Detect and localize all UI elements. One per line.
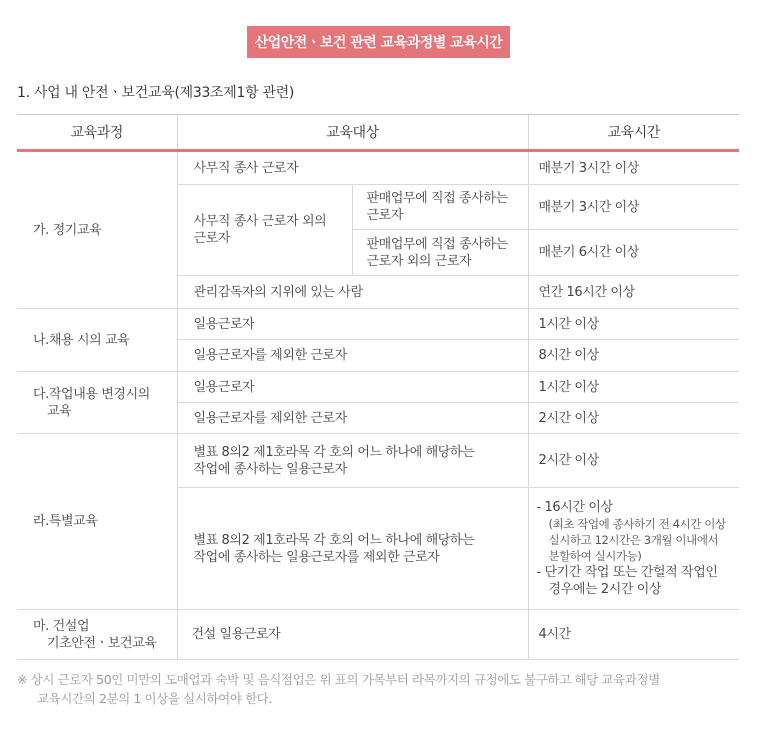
header-time: 교육시간: [528, 115, 739, 151]
table-row: [17, 372, 739, 403]
footnote-line-1: ※ 상시 근로자 50인 미만의 도매업과 숙박 및 음식점업은 위 표의 가목부터 라목까지의 규정에도 불구하고 해당 교육과정별: [17, 672, 660, 687]
time-cell: 2시간 이상: [528, 403, 739, 434]
target-cell: 일용근로자를 제외한 근로자: [177, 340, 528, 372]
time-sub-3: 분할하여 실시가능): [548, 549, 642, 563]
time-cell: 매분기 6시간 이상: [528, 230, 739, 276]
education-hours-table: [17, 114, 739, 660]
time-cell: [528, 488, 739, 610]
time-cell: 매분기 3시간 이상: [528, 151, 739, 185]
time-main: - 16시간 이상: [536, 500, 613, 515]
title-wrap: [0, 26, 757, 58]
header-course: 교육과정: [17, 115, 177, 151]
time-cell: 8시간 이상: [528, 340, 739, 372]
target-line-2: 작업에 종사하는 일용근로자를 제외한 근로자: [193, 549, 440, 565]
target-cell: 사무직 종사 근로자: [177, 151, 528, 185]
page-title: 산업안전ㆍ보건 관련 교육과정별 교육시간: [247, 26, 511, 58]
course-line-2: 교육: [47, 403, 72, 419]
target-cell: 일용근로자를 제외한 근로자: [177, 403, 528, 434]
target-line-1: 별표 8의2 제1호라목 각 호의 어느 하나에 해당하는: [193, 532, 475, 548]
sub-target-cell: 판매업무에 직접 종사하는 근로자 외의 근로자: [352, 230, 528, 276]
time-bullet-1: - 단기간 작업 또는 간헐적 작업인: [536, 565, 718, 580]
target-cell: [177, 488, 528, 610]
time-bullet-2: 경우에는 2시간 이상: [548, 582, 662, 597]
time-cell: 매분기 3시간 이상: [528, 185, 739, 230]
time-cell: 1시간 이상: [528, 309, 739, 340]
table-row: [17, 434, 739, 488]
course-cell: [17, 372, 177, 434]
sub-target-cell: 판매업무에 직접 종사하는 근로자: [352, 185, 528, 230]
table-header-row: [17, 115, 739, 151]
time-sub-2: 실시하고 12시간은 3개월 이내에서: [548, 533, 719, 547]
target-line-2: 작업에 종사하는 일용근로자: [193, 461, 347, 477]
course-line-1: 다.작업내용 변경시의: [33, 386, 150, 402]
target-cell: 일용근로자: [177, 309, 528, 340]
time-sub-1: (최초 작업에 종사하기 전 4시간 이상: [548, 517, 726, 531]
target-cell: 사무직 종사 근로자 외의 근로자: [177, 185, 352, 276]
time-cell: 4시간: [528, 610, 739, 660]
time-cell: 1시간 이상: [528, 372, 739, 403]
target-cell: 관리감독자의 지위에 있는 사람: [177, 276, 528, 309]
time-cell: 연간 16시간 이상: [528, 276, 739, 309]
target-cell: [177, 434, 528, 488]
table-row: [17, 151, 739, 185]
table-row: [17, 309, 739, 340]
target-line-1: 별표 8의2 제1호라목 각 호의 어느 하나에 해당하는: [193, 444, 475, 460]
course-cell: 라.특별교육: [17, 434, 177, 610]
footnote-line-2: 교육시간의 2분의 1 이상을 실시하여야 한다.: [37, 691, 273, 706]
table-row: [17, 610, 739, 660]
course-line-2: 기초안전ㆍ보건교육: [47, 635, 157, 651]
course-cell: [17, 610, 177, 660]
target-cell: 건설 일용근로자: [177, 610, 528, 660]
footnote: [17, 670, 660, 708]
course-cell: 가. 정기교육: [17, 151, 177, 309]
target-cell: 일용근로자: [177, 372, 528, 403]
header-target: 교육대상: [177, 115, 528, 151]
course-cell: 나.채용 시의 교육: [17, 309, 177, 372]
time-cell: 2시간 이상: [528, 434, 739, 488]
section-title: 1. 사업 내 안전ㆍ보건교육(제33조제1항 관련): [17, 85, 295, 101]
course-line-1: 마. 건설업: [33, 618, 90, 634]
